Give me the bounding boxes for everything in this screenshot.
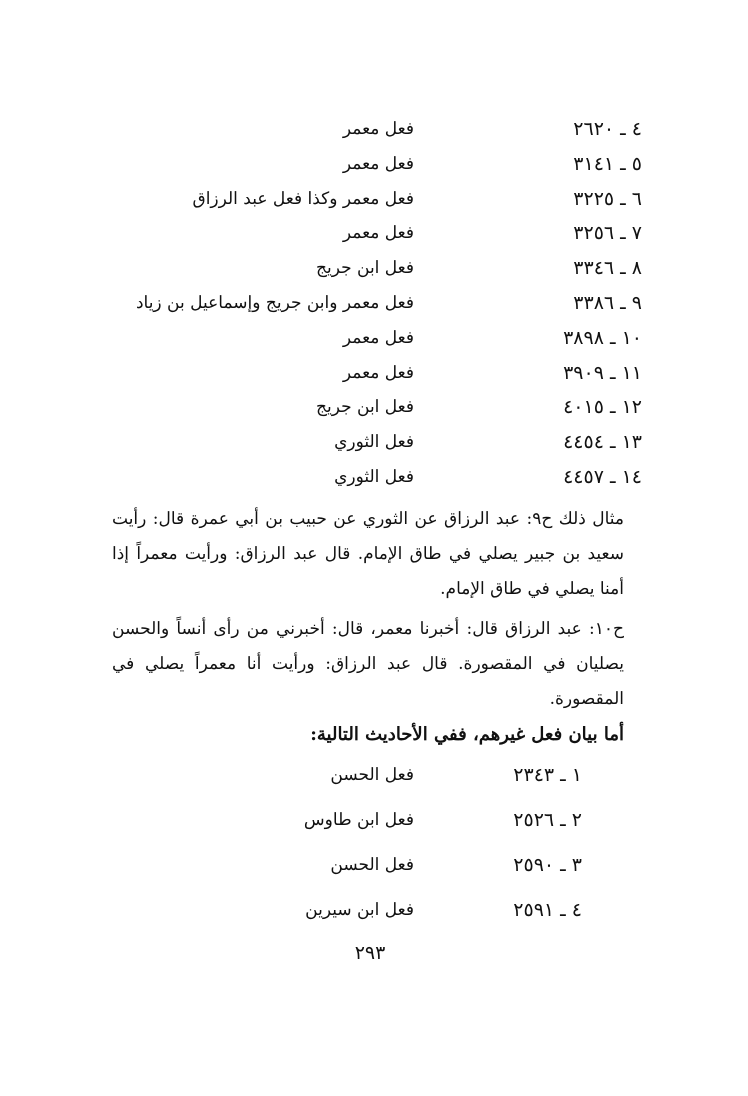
narrator-action: فعل الثوري [334, 432, 414, 453]
list-item [0, 188, 748, 222]
list-item [0, 466, 748, 500]
list-item [0, 854, 748, 888]
list-item [0, 153, 748, 187]
hadith-number: ٨ ـ ٣٣٤٦ [573, 257, 642, 280]
section-heading: أما بيان فعل غيرهم، ففي الأحاديث التالية: [310, 724, 624, 745]
narrator-action: فعل معمر [342, 327, 414, 348]
narrator-action: فعل معمر وكذا فعل عبد الرزاق [192, 188, 414, 209]
hadith-number: ٣ ـ ٢٥٩٠ [513, 854, 582, 876]
list-item [0, 292, 748, 326]
narrator-action: فعل ابن سيرين [305, 900, 414, 920]
list-item [0, 222, 748, 256]
narrator-action: فعل الحسن [330, 765, 414, 785]
list-item [0, 431, 748, 465]
hadith-number: ٩ ـ ٣٣٨٦ [573, 292, 642, 314]
narrator-action: فعل معمر [342, 119, 414, 139]
list-item [0, 118, 748, 152]
hadith-number: ١١ ـ ٣٩٠٩ [563, 361, 642, 384]
narrator-action: فعل معمر [342, 362, 414, 383]
narrator-action: فعل معمر وابن جريج وإسماعيل بن زياد [135, 293, 414, 313]
list-item [0, 809, 748, 843]
hadith-number: ١ ـ ٢٣٤٣ [513, 764, 582, 786]
paragraph-example-hadith-9: مثال ذلك ح٩: عبد الرزاق عن الثوري عن حبيب بن أبي عمرة قال: رأيت سعيد بن جبير يصلي في طاق الإمام. قال عبد الرزاق: ورأيت معمراً إذا أمنا يصلي في طاق الإمام. [112, 509, 624, 599]
list-item [0, 764, 748, 798]
hadith-number: ٤ ـ ٢٥٩١ [513, 899, 582, 921]
hadith-number: ٥ ـ ٣١٤١ [573, 152, 642, 175]
narrator-action: فعل ابن طاوس [303, 810, 414, 830]
hadith-number: ٤ ـ ٢٦٢٠ [573, 118, 642, 140]
narrator-action: فعل ابن جريج [316, 397, 414, 418]
hadith-number: ٧ ـ ٣٢٥٦ [573, 222, 642, 245]
list-item [0, 327, 748, 361]
hadith-number: ٢ ـ ٢٥٢٦ [513, 809, 582, 831]
hadith-number: ١٤ ـ ٤٤٥٧ [563, 466, 642, 488]
list-item [0, 396, 748, 430]
narrator-action: فعل الثوري [334, 467, 414, 487]
hadith-number: ٦ ـ ٣٢٢٥ [573, 187, 642, 210]
paragraph-hadith-10: ح١٠: عبد الرزاق قال: أخبرنا معمر، قال: أخبرني من رأى أنساً والحسن يصليان في المقصورة. قال عبد الرزاق: ورأيت أنا معمراً يصلي في المقصورة. [112, 619, 624, 709]
hadith-number: ١٣ ـ ٤٤٥٤ [563, 431, 642, 454]
narrator-action: فعل معمر [342, 153, 414, 174]
list-item [0, 362, 748, 396]
narrator-action: فعل الحسن [330, 855, 414, 875]
hadith-number: ١٢ ـ ٤٠١٥ [563, 396, 642, 419]
narrator-action: فعل ابن جريج [316, 258, 414, 279]
page-number: ٢٩٣ [354, 942, 386, 964]
list-item [0, 899, 748, 933]
narrator-action: فعل معمر [342, 223, 414, 244]
hadith-number: ١٠ ـ ٣٨٩٨ [563, 326, 642, 349]
list-item [0, 257, 748, 291]
